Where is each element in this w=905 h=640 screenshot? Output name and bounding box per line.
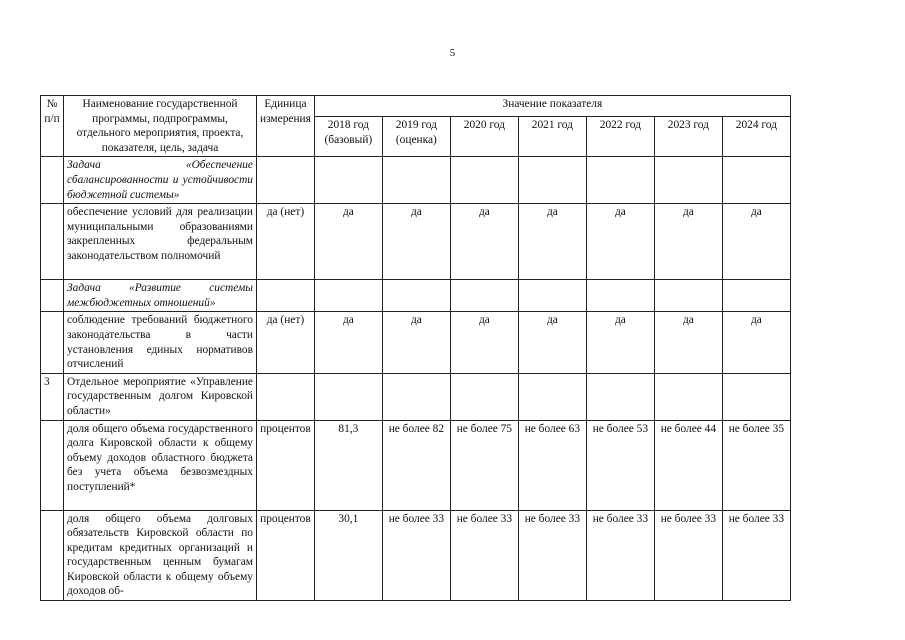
row-value [722,280,790,312]
row-num [41,280,64,312]
table-row [41,157,791,204]
row-value [518,157,586,204]
row-unit [257,280,315,312]
header-year-2020: 2020 год [450,117,518,157]
row-value: да [382,312,450,373]
row-value: не более 35 [722,420,790,510]
row-value: да [586,312,654,373]
header-year-2019: 2019 год (оценка) [382,117,450,157]
page-number: 5 [449,47,456,59]
row-value [518,280,586,312]
row-value: не более 82 [382,420,450,510]
row-value: да [586,204,654,280]
row-num [41,312,64,373]
row-value: да [314,204,382,280]
row-value: не более 63 [518,420,586,510]
row-value: не более 33 [450,510,518,601]
row-value: 30,1 [314,510,382,601]
row-value: 81,3 [314,420,382,510]
row-value: да [314,312,382,373]
row-value: да [518,204,586,280]
row-value [722,373,790,420]
row-value [586,280,654,312]
row-name: доля общего объема государственного долга Кировской области к общему объему доходов областного бюджета без учета объема безвозмездных поступлений* [64,420,257,510]
indicators-table [40,95,791,601]
row-value [654,157,722,204]
row-name: Отдельное мероприятие «Управление государственным долгом Кировской области» [64,373,257,420]
header-year-2018: 2018 год (базовый) [314,117,382,157]
table-row [41,312,791,373]
row-value [382,280,450,312]
row-value: да [722,312,790,373]
row-value: не более 33 [654,510,722,601]
header-num: № п/п [41,96,64,157]
header-year-2024: 2024 год [722,117,790,157]
row-value [586,373,654,420]
row-value [722,157,790,204]
row-value [314,157,382,204]
row-num: 3 [41,373,64,420]
row-unit: да (нет) [257,312,315,373]
row-value: не более 75 [450,420,518,510]
header-value-group: Значение показателя [314,96,790,117]
row-unit: процентов [257,420,315,510]
row-unit [257,157,315,204]
row-value [654,280,722,312]
header-year-2021: 2021 год [518,117,586,157]
row-name: Задача «Развитие системы межбюджетных отношений» [64,280,257,312]
row-unit [257,373,315,420]
row-value: да [518,312,586,373]
table-row [41,510,791,601]
row-value: да [654,204,722,280]
row-value [382,373,450,420]
row-name: Задача «Обеспечение сбалансированности и устойчивости бюджетной системы» [64,157,257,204]
row-name: соблюдение требований бюджетного законодательства в части установления единых нормативов отчислений [64,312,257,373]
row-value: не более 33 [518,510,586,601]
row-value: не более 53 [586,420,654,510]
table-row [41,204,791,280]
row-value [518,373,586,420]
row-value: не более 33 [722,510,790,601]
header-unit: Единица измерения [257,96,315,157]
header-name: Наименование государственной программы, подпрограммы, отдельного мероприятия, проекта, показателя, цель, задача [64,96,257,157]
row-value [450,373,518,420]
row-value: да [382,204,450,280]
row-value [450,157,518,204]
row-value: не более 33 [586,510,654,601]
row-value [586,157,654,204]
row-num [41,420,64,510]
row-value: не более 44 [654,420,722,510]
table-row [41,280,791,312]
row-value: да [450,312,518,373]
row-name: доля общего объема долговых обязательств Кировской области по кредитам кредитных организаций и государственным ценным бумагам Кировской области к общему объему доходов об- [64,510,257,601]
header-year-2023: 2023 год [654,117,722,157]
row-num [41,510,64,601]
row-num [41,157,64,204]
row-value: да [654,312,722,373]
row-value [654,373,722,420]
row-value [314,280,382,312]
row-value: да [450,204,518,280]
row-value: не более 33 [382,510,450,601]
row-value [382,157,450,204]
row-value [450,280,518,312]
table-row [41,420,791,510]
header-year-2022: 2022 год [586,117,654,157]
row-num [41,204,64,280]
row-name: обеспечение условий для реализации муниципальными образованиями закрепленных федеральным законодательством полномочий [64,204,257,280]
row-value [314,373,382,420]
row-value: да [722,204,790,280]
row-unit: процентов [257,510,315,601]
row-unit: да (нет) [257,204,315,280]
table-row [41,373,791,420]
